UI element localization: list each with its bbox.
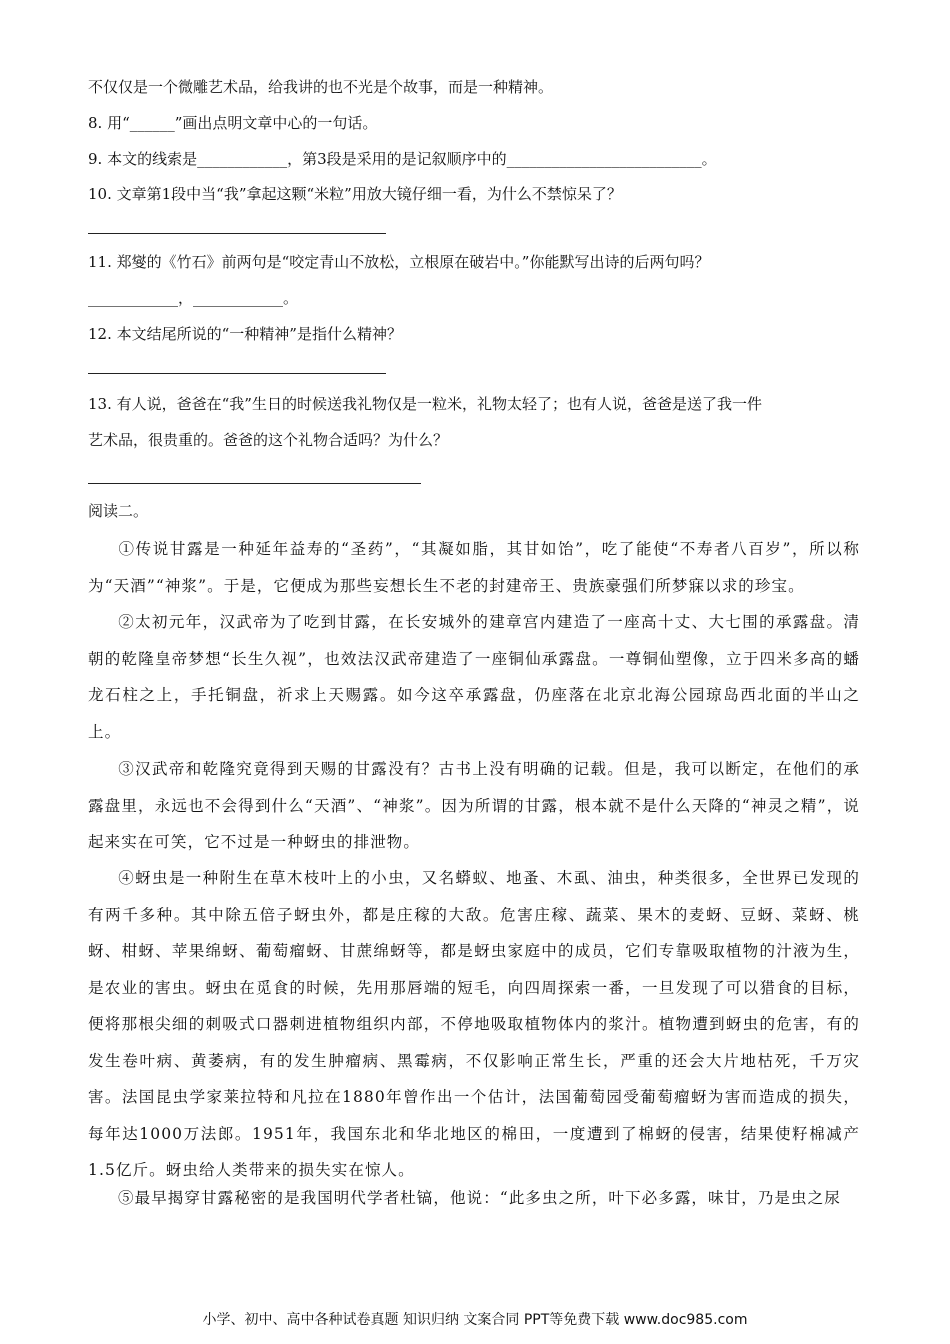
page-footer: 小学、初中、高中各种试卷真题 知识归纳 文案合同 PPT等免费下载 www.doc985.com (202, 1312, 748, 1328)
paragraph-5-text: ⑤最早揭穿甘露秘密的是我国明代学者杜镐，他说：“此多虫之所，叶下必多露，味甘，乃是虫之尿 (118, 1189, 841, 1207)
question-10: 10. 文章第1段中当“我”拿起这颗“米粒”用放大镜仔细一看，为什么不禁惊呆了？ (88, 185, 622, 203)
paragraph-1-text: ①传说甘露是一种延年益寿的“圣药”，“其凝如脂，其甘如饴”，吃了能使“不寿者八百岁”，所以称为“天酒”“神浆”。于是，它便成为那些妄想长生不老的封建帝王、贵族豪强们所梦寐以求的珍宝。 (88, 540, 860, 595)
answer-blanks-q11: ____________，____________。 (88, 289, 299, 307)
question-9: 9. 本文的线索是____________，第3段是采用的是记叙顺序中的__________________________。 (88, 150, 717, 168)
paragraph-4 (88, 860, 860, 1189)
section-heading-reading-2: 阅读二。 (88, 502, 149, 520)
paragraph-3-text: ③汉武帝和乾隆究竟得到天赐的甘露没有？古书上没有明确的记载。但是，我可以断定，在他们的承露盘里，永远也不会得到什么“天酒”、“神浆”。因为所谓的甘露，根本就不是什么天降的“神灵之精”，说起来实在可笑，它不过是一种蚜虫的排泄物。 (88, 760, 860, 851)
answer-line-q12 (88, 373, 386, 374)
answer-line-q13 (88, 483, 421, 484)
question-12: 12. 本文结尾所说的“一种精神”是指什么精神？ (88, 325, 402, 343)
text-line-intro-end: 不仅仅是一个微雕艺术品，给我讲的也不光是个故事，而是一种精神。 (88, 78, 554, 96)
paragraph-2 (88, 604, 860, 750)
answer-line-q10 (88, 233, 386, 234)
question-13-line1: 13. 有人说，爸爸在“我”生日的时候送我礼物仅是一粒米，礼物太轻了；也有人说，爸爸是送了我一件 (88, 395, 762, 413)
paragraph-2-text: ②太初元年，汉武帝为了吃到甘露，在长安城外的建章宫内建造了一座高十丈、大七围的承露盘。清朝的乾隆皇帝梦想“长生久视”，也效法汉武帝建造了一座铜仙承露盘。一尊铜仙塑像，立于四米多高的蟠龙石柱之上，手托铜盘，祈求上天赐露。如今这卒承露盘，仍座落在北京北海公园琼岛西北面的半山之上。 (88, 613, 860, 741)
question-13-line2: 艺术品，很贵重的。爸爸的这个礼物合适吗？为什么？ (88, 431, 449, 449)
paragraph-3 (88, 751, 860, 861)
paragraph-4-text: ④蚜虫是一种附生在草木枝叶上的小虫，又名蟒蚁、地蚤、木虱、油虫，种类很多，全世界已发现的有两千多种。其中除五倍子蚜虫外，都是庄稼的大敌。危害庄稼、蔬菜、果木的麦蚜、豆蚜、菜蚜、桃蚜、柑蚜、苹果绵蚜、葡萄瘤蚜、甘蔗绵蚜等，都是蚜虫家庭中的成员，它们专靠吸取植物的汁液为生，是农业的害虫。蚜虫在觅食的时候，先用那唇端的短毛，向四周探索一番，一旦发现了可以猎食的目标，便将那根尖细的刺吸式口器刺进植物组织内部，不停地吸取植物体内的浆汁。植物遭到蚜虫的危害，有的发生卷叶病、黄萎病，有的发生肿瘤病、黑霉病，不仅影响正常生长，严重的还会大片地枯死，千万灾害。法国昆虫学家莱拉特和凡拉在1880年曾作出一个估计，法国葡萄园受葡萄瘤蚜为害而造成的损失，每年达1000万法郎。1951年，我国东北和华北地区的棉田，一度遭到了棉蚜的侵害，结果使籽棉减产1.5亿斤。蚜虫给人类带来的损失实在惊人。 (88, 869, 860, 1179)
question-8: 8. 用“______”画出点明文章中心的一句话。 (88, 114, 378, 132)
paragraph-1 (88, 531, 860, 604)
paragraph-5 (88, 1180, 860, 1217)
question-11: 11. 郑燮的《竹石》前两句是“咬定青山不放松，立根原在破岩中。”你能默写出诗的后两句吗？ (88, 253, 710, 271)
